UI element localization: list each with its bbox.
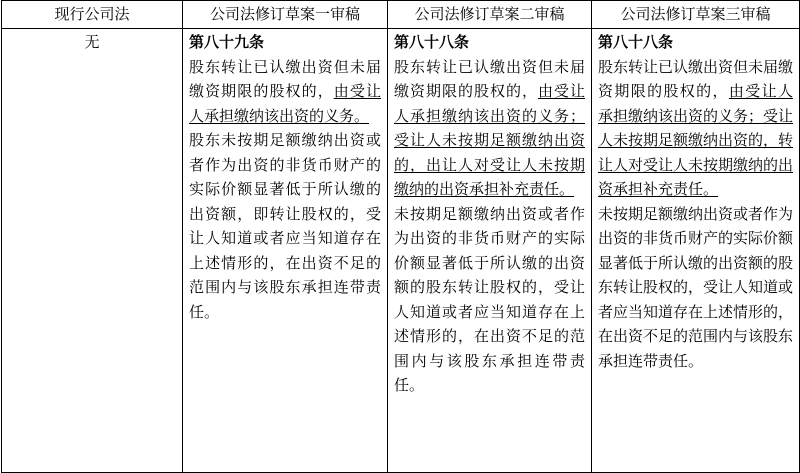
draft-1-paragraph-2: 股东未按期足额缴纳出资或者作为出资的非货币财产的实际价额显著低于所认缴的出资额，即转让股权的，受让人知道或者应当知道存在上述情形的，在出资不足的范围内与该股东承担连带责任。 <box>189 131 381 321</box>
draft-2-p1-underlined: 由受让人承担缴纳该出资的义务；受让人未按期足额缴纳出资的，出让人对受让人未按期缴纳的出资承担补充责任。 <box>394 82 585 198</box>
draft-1-paragraph-1 <box>189 55 381 129</box>
comparison-table <box>1 0 800 473</box>
header-draft-3: 公司法修订草案三审稿 <box>592 1 800 29</box>
header-draft-2: 公司法修订草案二审稿 <box>388 1 592 29</box>
draft-3-paragraph-2: 未按期足额缴纳出资或者作为出资的非货币财产的实际价额显著低于所认缴的出资额的股东转让股权的，受让人知道或者应当知道存在上述情形的，在出资不足的范围内与该股东承担连带责任。 <box>598 204 794 370</box>
draft-2-paragraph-2: 未按期足额缴纳出资或者作为出资的非货币财产的实际价额显著低于所认缴的出资额的股东转让股权的，受让人知道或者应当知道存在上述情形的，在出资不足的范围内与该股东承担连带责任。 <box>394 204 585 394</box>
draft-3-paragraph-1 <box>598 55 793 202</box>
draft-1-p1-underlined: 由受让人承担缴纳该出资的义务。 <box>189 82 381 125</box>
draft-1-article-number: 第八十九条 <box>189 33 265 51</box>
header-current-law: 现行公司法 <box>2 1 183 29</box>
table-row <box>2 29 800 473</box>
draft-3-cell <box>592 29 800 473</box>
draft-3-p1-underlined: 由受让人承担缴纳该出资的义务；受让人未按期足额缴纳出资的，转让人对受让人未按期缴纳的出资承担补充责任。 <box>598 82 794 198</box>
current-law-cell <box>2 29 183 473</box>
current-law-text: 无 <box>84 33 100 51</box>
draft-1-p1-plain: 股东转让已认缴出资但未届缴资期限的股权的， <box>189 57 381 100</box>
draft-2-paragraph-1 <box>394 55 585 202</box>
draft-2-article-number: 第八十八条 <box>394 33 470 51</box>
draft-2-p1-plain: 股东转让已认缴出资但未届缴资期限的股权的， <box>394 57 585 100</box>
draft-3-p1-plain: 股东转让已认缴出资但未届缴资期限的股权的， <box>598 57 794 100</box>
draft-1-cell <box>183 29 388 473</box>
header-draft-1: 公司法修订草案一审稿 <box>183 1 388 29</box>
draft-3-article-number: 第八十八条 <box>598 33 674 51</box>
draft-2-cell <box>388 29 592 473</box>
header-row <box>2 1 800 29</box>
